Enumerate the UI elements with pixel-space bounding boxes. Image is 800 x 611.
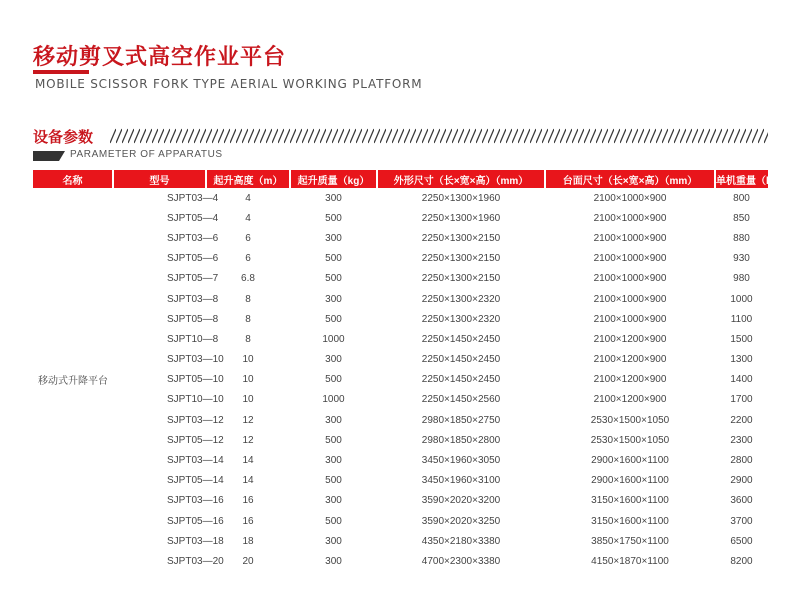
cell-lift-height: 16: [242, 515, 254, 527]
cell-deck-size: 2530×1500×1050: [590, 414, 670, 426]
page-subtitle: MOBILE SCISSOR FORK TYPE AERIAL WORKING PLATFORM: [35, 77, 423, 91]
cell-model: SJPT05—6: [167, 253, 219, 265]
table-row: [33, 350, 768, 370]
table-row: [33, 329, 768, 349]
cell-model: SJPT03—18: [167, 535, 224, 547]
cell-weight: 2900: [730, 475, 753, 487]
cell-model: SJPT03—16: [167, 495, 224, 507]
cell-model: SJPT05—8: [167, 313, 219, 325]
cell-model: SJPT03—20: [167, 555, 224, 567]
cell-lift-height: 4: [245, 212, 251, 224]
cell-product-name: 移动式升降平台: [38, 376, 108, 388]
cell-lift-height: 6: [245, 253, 251, 265]
cell-lift-height: 14: [242, 475, 254, 487]
table-row: [33, 551, 768, 571]
section-accent-bar: [33, 151, 65, 161]
cell-outer-size: 2250×1450×2450: [421, 333, 501, 345]
cell-model: SJPT03—6: [167, 232, 219, 244]
table-row: [33, 309, 768, 329]
cell-lift-height: 14: [242, 455, 254, 467]
header-outer-size: 外形尺寸（长×宽×高）（mm）: [377, 170, 545, 188]
cell-deck-size: 2100×1000×900: [593, 253, 667, 265]
cell-lift-load: 300: [325, 555, 342, 567]
section-title: 设备参数: [33, 128, 94, 146]
header-deck-size: 台面尺寸（长×宽×高）（mm）: [545, 170, 715, 188]
cell-lift-load: 300: [325, 495, 342, 507]
cell-deck-size: 2100×1000×900: [593, 313, 667, 325]
section-subtitle: PARAMETER OF APPARATUS: [70, 149, 223, 160]
cell-weight: 800: [733, 192, 750, 204]
cell-lift-load: 500: [325, 253, 342, 265]
table-row: [33, 511, 768, 531]
cell-lift-height: 12: [242, 414, 254, 426]
cell-lift-load: 300: [325, 192, 342, 204]
header-lift-load: 起升质量（kg）: [290, 170, 377, 188]
table-row: [33, 208, 768, 228]
cell-weight: 850: [733, 212, 750, 224]
cell-lift-height: 4: [245, 192, 251, 204]
cell-deck-size: 2100×1200×900: [593, 354, 667, 366]
cell-lift-load: 300: [325, 535, 342, 547]
cell-lift-height: 8: [245, 293, 251, 305]
table-row: [33, 289, 768, 309]
cell-model: SJPT10—10: [167, 394, 224, 406]
cell-lift-load: 500: [325, 212, 342, 224]
cell-outer-size: 2250×1300×2150: [421, 273, 501, 285]
table-row: [33, 531, 768, 551]
cell-weight: 6500: [730, 535, 753, 547]
header-weight: 单机重量（kg）: [715, 170, 768, 188]
cell-outer-size: 2250×1300×2320: [421, 293, 501, 305]
cell-outer-size: 3590×2020×3200: [421, 495, 501, 507]
cell-lift-load: 500: [325, 273, 342, 285]
cell-weight: 2800: [730, 455, 753, 467]
cell-deck-size: 2530×1500×1050: [590, 434, 670, 446]
cell-weight: 1700: [730, 394, 753, 406]
cell-weight: 1300: [730, 354, 753, 366]
table-row: [33, 228, 768, 248]
cell-weight: 3700: [730, 515, 753, 527]
cell-weight: 930: [733, 253, 750, 265]
cell-lift-load: 500: [325, 313, 342, 325]
cell-outer-size: 2250×1450×2450: [421, 374, 501, 386]
cell-model: SJPT03—14: [167, 455, 224, 467]
cell-lift-load: 300: [325, 293, 342, 305]
table-row: [33, 410, 768, 430]
cell-outer-size: 2980×1850×2800: [421, 434, 501, 446]
cell-lift-load: 500: [325, 515, 342, 527]
cell-outer-size: 2980×1850×2750: [421, 414, 501, 426]
cell-outer-size: 2250×1300×2150: [421, 232, 501, 244]
cell-model: SJPT05—7: [167, 273, 219, 285]
cell-model: SJPT03—12: [167, 414, 224, 426]
cell-lift-load: 1000: [322, 333, 345, 345]
table-row: [33, 269, 768, 289]
cell-weight: 1400: [730, 374, 753, 386]
cell-deck-size: 2100×1000×900: [593, 212, 667, 224]
cell-lift-height: 20: [242, 555, 254, 567]
cell-lift-height: 10: [242, 354, 254, 366]
cell-model: SJPT03—8: [167, 293, 219, 305]
cell-deck-size: 2100×1000×900: [593, 192, 667, 204]
cell-lift-load: 500: [325, 434, 342, 446]
cell-outer-size: 2250×1450×2560: [421, 394, 501, 406]
cell-weight: 8200: [730, 555, 753, 567]
cell-lift-load: 1000: [322, 394, 345, 406]
cell-outer-size: 4350×2180×3380: [421, 535, 501, 547]
cell-lift-load: 300: [325, 232, 342, 244]
cell-outer-size: 2250×1450×2450: [421, 354, 501, 366]
cell-lift-height: 12: [242, 434, 254, 446]
page-title: 移动剪叉式高空作业平台: [33, 45, 287, 70]
header-model: 型号: [113, 170, 206, 188]
cell-deck-size: 3850×1750×1100: [591, 535, 669, 547]
table-header-row: [33, 170, 768, 188]
hatch-divider: [110, 128, 768, 144]
cell-outer-size: 2250×1300×1960: [421, 212, 501, 224]
cell-weight: 1100: [730, 313, 753, 325]
cell-outer-size: 2250×1300×1960: [421, 192, 501, 204]
table-row: [33, 450, 768, 470]
table-row: [33, 249, 768, 269]
cell-deck-size: 2100×1000×900: [593, 273, 667, 285]
cell-model: SJPT05—4: [167, 212, 219, 224]
cell-lift-load: 300: [325, 455, 342, 467]
cell-deck-size: 2100×1000×900: [593, 293, 667, 305]
cell-deck-size: 2100×1000×900: [593, 232, 667, 244]
cell-model: SJPT05—12: [167, 434, 224, 446]
cell-outer-size: 3590×2020×3250: [421, 515, 501, 527]
cell-weight: 3600: [730, 495, 753, 507]
cell-outer-size: 2250×1300×2150: [421, 253, 501, 265]
table-row: [33, 471, 768, 491]
cell-lift-load: 300: [325, 414, 342, 426]
cell-weight: 880: [733, 232, 750, 244]
cell-lift-height: 6.8: [241, 273, 255, 285]
table-row: [33, 390, 768, 410]
cell-lift-height: 16: [242, 495, 254, 507]
cell-weight: 2300: [730, 434, 753, 446]
cell-deck-size: 2900×1600×1100: [591, 455, 669, 467]
cell-deck-size: 2100×1200×900: [593, 394, 667, 406]
cell-weight: 1500: [730, 333, 753, 345]
cell-lift-load: 500: [325, 374, 342, 386]
table-row: [33, 188, 768, 208]
cell-outer-size: 3450×1960×3100: [421, 475, 501, 487]
cell-model: SJPT05—16: [167, 515, 224, 527]
cell-deck-size: 4150×1870×1100: [591, 555, 669, 567]
table-row: [33, 430, 768, 450]
cell-deck-size: 2100×1200×900: [593, 333, 667, 345]
spec-table: [33, 170, 788, 572]
cell-lift-load: 300: [325, 354, 342, 366]
cell-outer-size: 4700×2300×3380: [421, 555, 501, 567]
table-row: [33, 370, 768, 390]
cell-deck-size: 3150×1600×1100: [591, 495, 669, 507]
cell-outer-size: 2250×1300×2320: [421, 313, 501, 325]
cell-deck-size: 2100×1200×900: [593, 374, 667, 386]
cell-lift-height: 10: [242, 374, 254, 386]
cell-lift-height: 8: [245, 313, 251, 325]
cell-model: SJPT03—10: [167, 354, 224, 366]
cell-lift-load: 500: [325, 475, 342, 487]
cell-lift-height: 8: [245, 333, 251, 345]
cell-weight: 2200: [730, 414, 753, 426]
cell-lift-height: 18: [242, 535, 254, 547]
title-underline: [33, 70, 89, 74]
cell-model: SJPT05—10: [167, 374, 224, 386]
cell-model: SJPT10—8: [167, 333, 219, 345]
cell-model: SJPT05—14: [167, 475, 224, 487]
cell-model: SJPT03—4: [167, 192, 219, 204]
cell-deck-size: 2900×1600×1100: [591, 475, 669, 487]
cell-outer-size: 3450×1960×3050: [421, 455, 501, 467]
header-lift-height: 起升高度（m）: [206, 170, 290, 188]
cell-lift-height: 10: [242, 394, 254, 406]
header-name: 名称: [33, 170, 113, 188]
cell-weight: 980: [733, 273, 750, 285]
cell-deck-size: 3150×1600×1100: [591, 515, 669, 527]
table-row: [33, 491, 768, 511]
cell-lift-height: 6: [245, 232, 251, 244]
cell-weight: 1000: [730, 293, 753, 305]
